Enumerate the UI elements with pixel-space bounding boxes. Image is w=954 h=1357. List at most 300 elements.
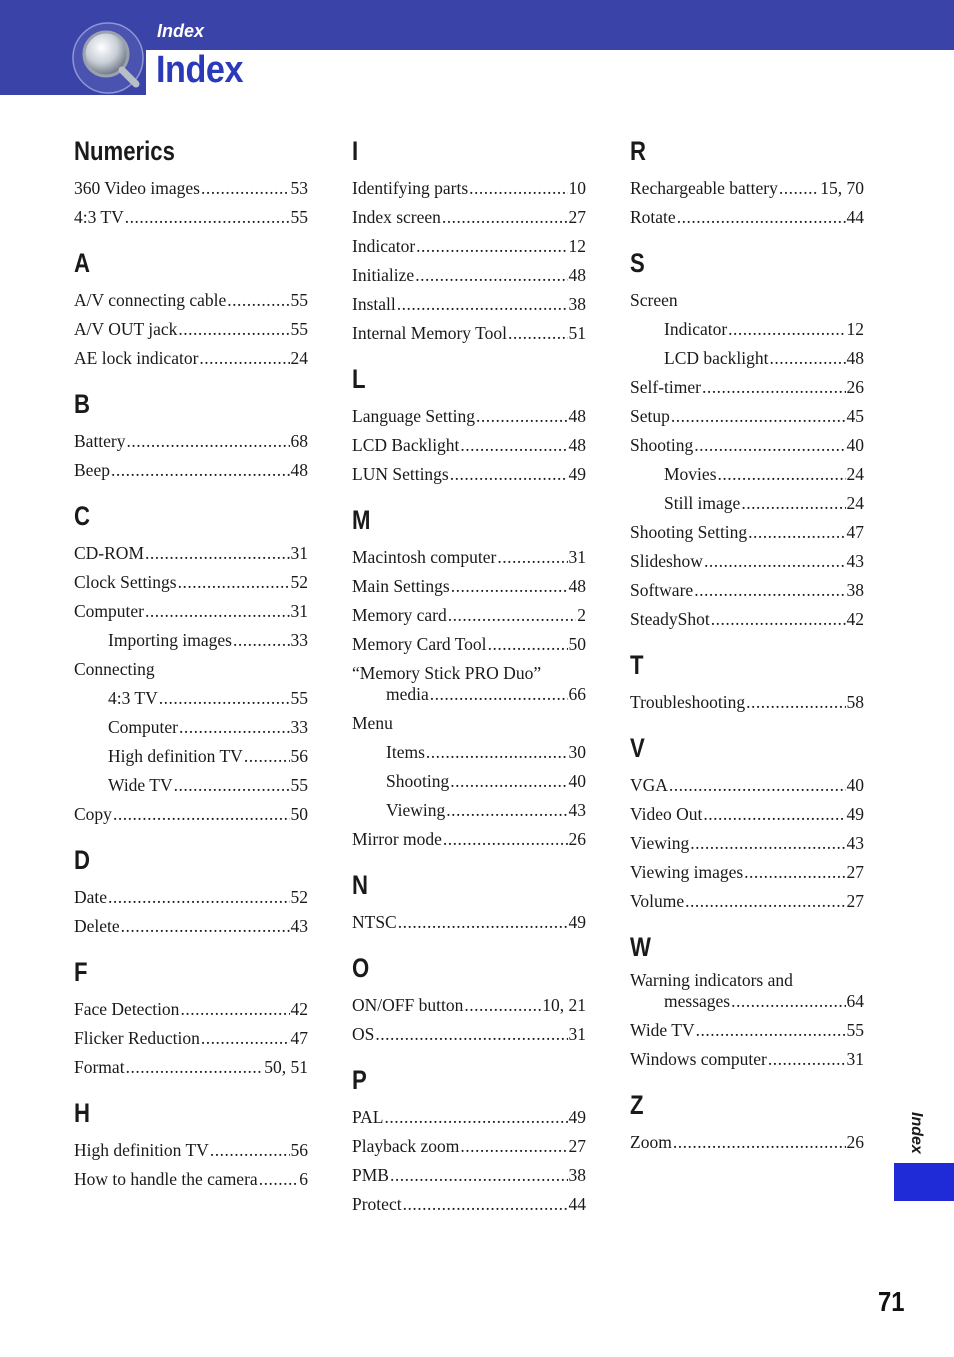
entry-term: SteadyShot [630, 609, 710, 629]
page-number: 71 [878, 1286, 905, 1317]
leader-dots [201, 174, 290, 203]
entry-page: 55 [290, 775, 308, 795]
leader-dots [703, 800, 845, 829]
entry-term: Menu [352, 713, 393, 733]
leader-dots [450, 767, 567, 796]
entry-term: Initialize [352, 265, 415, 285]
leader-dots [125, 203, 290, 232]
entry-page: 45 [846, 406, 864, 426]
index-section [630, 246, 864, 634]
index-subentry [74, 626, 308, 655]
entry-term: Rotate [630, 207, 676, 227]
entry-page: 6 [299, 1169, 308, 1189]
leader-dots [375, 1020, 567, 1049]
index-entry [352, 1103, 586, 1132]
index-section [630, 731, 864, 916]
leader-dots [397, 290, 568, 319]
entry-term: Playback zoom [352, 1136, 460, 1156]
entry-page: 26 [846, 377, 864, 397]
leader-dots [178, 315, 289, 344]
index-entry [352, 232, 586, 261]
entry-page: 55 [846, 1020, 864, 1040]
entry-page: 40 [846, 435, 864, 455]
index-section [630, 648, 864, 717]
entry-page: 44 [846, 207, 864, 227]
leader-dots [259, 1165, 299, 1194]
index-section [74, 499, 308, 829]
section-letter: M [352, 505, 371, 535]
index-entry [352, 460, 586, 489]
entry-page: 58 [846, 692, 864, 712]
section-letter: Numerics [74, 136, 175, 166]
index-subentry [630, 344, 864, 373]
entry-page: 53 [290, 178, 308, 198]
entry-term: High definition TV [108, 746, 243, 766]
entry-page: 27 [568, 207, 586, 227]
header-section-label: Index [157, 21, 205, 41]
index-entry [74, 315, 308, 344]
entry-term: CD-ROM [74, 543, 145, 563]
index-section [352, 1063, 586, 1219]
index-entry [74, 1165, 308, 1194]
leader-dots [748, 518, 845, 547]
index-column-2 [352, 134, 586, 1233]
leader-dots [460, 1132, 567, 1161]
entry-term: Setup [630, 406, 670, 426]
leader-dots [199, 344, 289, 373]
index-entry [630, 576, 864, 605]
index-section [74, 246, 308, 373]
entry-page: 33 [290, 717, 308, 737]
entry-page: 12 [568, 236, 586, 256]
leader-dots [430, 684, 568, 705]
entry-page: 47 [290, 1028, 308, 1048]
entry-page: 48 [568, 406, 586, 426]
entry-page: 56 [290, 746, 308, 766]
entry-term: Shooting [630, 435, 694, 455]
leader-dots [718, 460, 846, 489]
index-entry [74, 1024, 308, 1053]
index-subentry [630, 489, 864, 518]
leader-dots [448, 601, 576, 630]
section-letter: N [352, 870, 368, 900]
leader-dots [446, 796, 567, 825]
entry-page: 40 [568, 771, 586, 791]
index-section [630, 1088, 864, 1157]
section-letter: H [74, 1098, 90, 1128]
section-letter: P [352, 1065, 367, 1095]
leader-dots [443, 825, 568, 854]
leader-dots [398, 908, 568, 937]
leader-dots [442, 203, 568, 232]
leader-dots [779, 174, 819, 203]
index-subentry [352, 796, 586, 825]
leader-dots [210, 1136, 290, 1165]
entry-term: Install [352, 294, 396, 314]
index-entry [352, 261, 586, 290]
entry-page: 49 [568, 464, 586, 484]
entry-page: 48 [568, 576, 586, 596]
index-entry [630, 858, 864, 887]
entry-term: Face Detection [74, 999, 180, 1019]
section-letter: V [630, 733, 645, 763]
entry-term: Screen [630, 290, 678, 310]
index-entry [630, 431, 864, 460]
entry-page: 48 [568, 435, 586, 455]
entry-term: Connecting [74, 659, 155, 679]
entry-term: Warning indicators and [630, 970, 793, 990]
index-section [352, 868, 586, 937]
entry-page: 27 [568, 1136, 586, 1156]
entry-page: 49 [568, 912, 586, 932]
leader-dots [450, 460, 568, 489]
index-entry [74, 883, 308, 912]
index-subentry [74, 771, 308, 800]
entry-page: 64 [846, 991, 864, 1011]
index-section [74, 387, 308, 485]
entry-term: Format [74, 1057, 125, 1077]
magnifier-icon [72, 22, 146, 94]
entry-term: Software [630, 580, 694, 600]
entry-term: A/V OUT jack [74, 319, 178, 339]
entry-term: Copy [74, 804, 112, 824]
entry-term: Windows computer [630, 1049, 767, 1069]
entry-term: NTSC [352, 912, 397, 932]
index-entry [352, 319, 586, 348]
section-letter: L [352, 364, 366, 394]
leader-dots [744, 858, 845, 887]
entry-page: 52 [290, 887, 308, 907]
entry-page: 43 [290, 916, 308, 936]
entry-term: Identifying parts [352, 178, 469, 198]
index-entry [74, 568, 308, 597]
leader-dots [426, 738, 568, 767]
entry-page: 50 [568, 634, 586, 654]
entry-term: “Memory Stick PRO Duo” [352, 663, 542, 683]
leader-dots [728, 315, 845, 344]
index-entry [352, 991, 586, 1020]
index-section [352, 134, 586, 348]
index-entry [352, 431, 586, 460]
index-entry [352, 663, 586, 705]
index-entry [630, 605, 864, 634]
leader-dots [179, 713, 290, 742]
entry-term: LCD backlight [664, 348, 769, 368]
index-entry [74, 203, 308, 232]
entry-page: 31 [568, 547, 586, 567]
index-entry [352, 630, 586, 659]
entry-term: A/V connecting cable [74, 290, 227, 310]
index-entry [630, 547, 864, 576]
entry-term: Self-timer [630, 377, 701, 397]
index-entry [352, 1161, 586, 1190]
index-subentry [74, 742, 308, 771]
section-letter: W [630, 932, 651, 962]
entry-term: LCD Backlight [352, 435, 460, 455]
leader-dots [403, 1190, 568, 1219]
section-letter: T [630, 650, 644, 680]
entry-page: 27 [846, 862, 864, 882]
entry-page: 50, 51 [264, 1057, 308, 1077]
entry-term: Viewing [386, 800, 446, 820]
index-column-3 [630, 134, 864, 1171]
index-entry [74, 456, 308, 485]
leader-dots [685, 887, 845, 916]
entry-term: AE lock indicator [74, 348, 199, 368]
entry-page: 55 [290, 319, 308, 339]
leader-dots [741, 489, 845, 518]
entry-page: 31 [846, 1049, 864, 1069]
index-subentry [74, 713, 308, 742]
entry-page: 48 [568, 265, 586, 285]
section-letter: D [74, 845, 90, 875]
index-entry [630, 174, 864, 203]
leader-dots [702, 373, 846, 402]
entry-term: LUN Settings [352, 464, 449, 484]
index-section [352, 362, 586, 489]
entry-term: High definition TV [74, 1140, 209, 1160]
leader-dots [464, 991, 541, 1020]
index-entry [74, 655, 308, 684]
entry-page: 24 [290, 348, 308, 368]
index-entry [630, 402, 864, 431]
entry-page: 43 [846, 833, 864, 853]
index-entry [352, 572, 586, 601]
index-entry [352, 601, 586, 630]
entry-term: Shooting [386, 771, 450, 791]
side-tab-marker [894, 1163, 954, 1201]
entry-page: 56 [290, 1140, 308, 1160]
entry-page: 43 [846, 551, 864, 571]
entry-term: Protect [352, 1194, 402, 1214]
entry-term: Flicker Reduction [74, 1028, 200, 1048]
entry-continuation [630, 991, 864, 1012]
leader-dots [508, 319, 568, 348]
entry-page: 42 [290, 999, 308, 1019]
leader-dots [127, 427, 290, 456]
index-entry [352, 709, 586, 738]
section-letter: Z [630, 1090, 644, 1120]
index-entry [352, 402, 586, 431]
index-entry [630, 1128, 864, 1157]
entry-page: 26 [846, 1132, 864, 1152]
index-entry [352, 290, 586, 319]
entry-page: 31 [290, 543, 308, 563]
entry-page: 26 [568, 829, 586, 849]
leader-dots [108, 883, 289, 912]
entry-page: 24 [846, 493, 864, 513]
index-entry [352, 203, 586, 232]
entry-term: 360 Video images [74, 178, 200, 198]
leader-dots [497, 543, 567, 572]
entry-term: Computer [74, 601, 144, 621]
entry-term: Indicator [352, 236, 416, 256]
index-entry [630, 970, 864, 1012]
index-subentry [352, 738, 586, 767]
entry-term-continued: media [386, 684, 429, 704]
section-letter: O [352, 953, 370, 983]
index-subentry [74, 684, 308, 713]
leader-dots [178, 568, 290, 597]
index-section [630, 930, 864, 1074]
entry-page: 43 [568, 800, 586, 820]
entry-page: 66 [568, 684, 586, 704]
leader-dots [694, 431, 845, 460]
entry-term: Memory Card Tool [352, 634, 487, 654]
entry-page: 27 [846, 891, 864, 911]
entry-term: PMB [352, 1165, 389, 1185]
entry-page: 40 [846, 775, 864, 795]
index-entry [74, 597, 308, 626]
entry-page: 49 [846, 804, 864, 824]
entry-term: Still image [664, 493, 741, 513]
entry-page: 51 [568, 323, 586, 343]
leader-dots [768, 1045, 846, 1074]
entry-term: VGA [630, 775, 668, 795]
leader-dots [671, 402, 846, 431]
entry-page: 55 [290, 688, 308, 708]
leader-dots [227, 286, 289, 315]
entry-term: Beep [74, 460, 110, 480]
leader-dots [390, 1161, 568, 1190]
entry-term: Clock Settings [74, 572, 177, 592]
leader-dots [415, 261, 567, 290]
entry-page: 55 [290, 290, 308, 310]
leader-dots [746, 688, 845, 717]
entry-term: Wide TV [108, 775, 173, 795]
entry-term: Index screen [352, 207, 441, 227]
entry-page: 38 [568, 294, 586, 314]
entry-term: Internal Memory Tool [352, 323, 507, 343]
leader-dots [677, 203, 846, 232]
index-entry [352, 1132, 586, 1161]
leader-dots [145, 539, 289, 568]
entry-page: 38 [568, 1165, 586, 1185]
index-entry [74, 1136, 308, 1165]
leader-dots [126, 1053, 264, 1082]
entry-term: Wide TV [630, 1020, 695, 1040]
entry-term: ON/OFF button [352, 995, 464, 1015]
entry-page: 48 [290, 460, 308, 480]
index-section [630, 134, 864, 232]
index-entry [630, 688, 864, 717]
index-subentry [630, 315, 864, 344]
entry-term: Movies [664, 464, 717, 484]
entry-term: Shooting Setting [630, 522, 748, 542]
entry-page: 42 [846, 609, 864, 629]
entry-page: 10, 21 [542, 995, 586, 1015]
entry-term: Rechargeable battery [630, 178, 778, 198]
entry-page: 30 [568, 742, 586, 762]
entry-term: 4:3 TV [74, 207, 124, 227]
leader-dots [476, 402, 568, 431]
index-entry [630, 800, 864, 829]
entry-term: 4:3 TV [108, 688, 158, 708]
entry-page: 47 [846, 522, 864, 542]
entry-continuation [352, 684, 586, 705]
leader-dots [111, 456, 290, 485]
leader-dots [416, 232, 567, 261]
index-section [74, 134, 308, 232]
index-subentry [630, 460, 864, 489]
entry-page: 55 [290, 207, 308, 227]
entry-term: Delete [74, 916, 120, 936]
entry-page: 31 [568, 1024, 586, 1044]
index-entry [74, 286, 308, 315]
index-entry [74, 995, 308, 1024]
index-entry [352, 174, 586, 203]
entry-term: Date [74, 887, 108, 907]
index-entry [630, 373, 864, 402]
index-entry [630, 1016, 864, 1045]
index-section [74, 1096, 308, 1194]
index-section [352, 503, 586, 854]
index-entry [630, 771, 864, 800]
entry-term: Zoom [630, 1132, 672, 1152]
side-tab-label: Index [908, 1112, 925, 1154]
leader-dots [159, 684, 290, 713]
leader-dots [233, 626, 290, 655]
index-entry [352, 825, 586, 854]
entry-page: 38 [846, 580, 864, 600]
leader-dots [180, 995, 289, 1024]
section-letter: B [74, 389, 90, 419]
leader-dots [451, 572, 568, 601]
page-title: Index [156, 49, 244, 91]
entry-page: 49 [568, 1107, 586, 1127]
leader-dots [201, 1024, 290, 1053]
index-entry [630, 1045, 864, 1074]
entry-term: Mirror mode [352, 829, 442, 849]
index-subentry [352, 767, 586, 796]
leader-dots [384, 1103, 567, 1132]
entry-term: PAL [352, 1107, 384, 1127]
leader-dots [673, 1128, 846, 1157]
index-column-1 [74, 134, 308, 1208]
entry-term: Memory card [352, 605, 447, 625]
leader-dots [174, 771, 290, 800]
section-letter: A [74, 248, 90, 278]
entry-term: OS [352, 1024, 375, 1044]
entry-term: Importing images [108, 630, 232, 650]
index-entry [74, 174, 308, 203]
entry-page: 33 [290, 630, 308, 650]
section-letter: F [74, 957, 88, 987]
entry-term: Computer [108, 717, 178, 737]
index-entry [630, 286, 864, 315]
index-entry [352, 543, 586, 572]
leader-dots [711, 605, 846, 634]
leader-dots [488, 630, 568, 659]
leader-dots [731, 991, 845, 1012]
index-entry [630, 203, 864, 232]
entry-page: 31 [290, 601, 308, 621]
leader-dots [669, 771, 846, 800]
entry-term: Main Settings [352, 576, 450, 596]
entry-page: 2 [577, 605, 586, 625]
index-entry [74, 427, 308, 456]
entry-page: 10 [568, 178, 586, 198]
index-section [74, 843, 308, 941]
section-letter: I [352, 136, 359, 166]
entry-term: How to handle the camera [74, 1169, 258, 1189]
leader-dots [244, 742, 290, 771]
index-entry [74, 800, 308, 829]
entry-page: 68 [290, 431, 308, 451]
section-letter: S [630, 248, 645, 278]
index-entry [74, 912, 308, 941]
index-entry [74, 344, 308, 373]
